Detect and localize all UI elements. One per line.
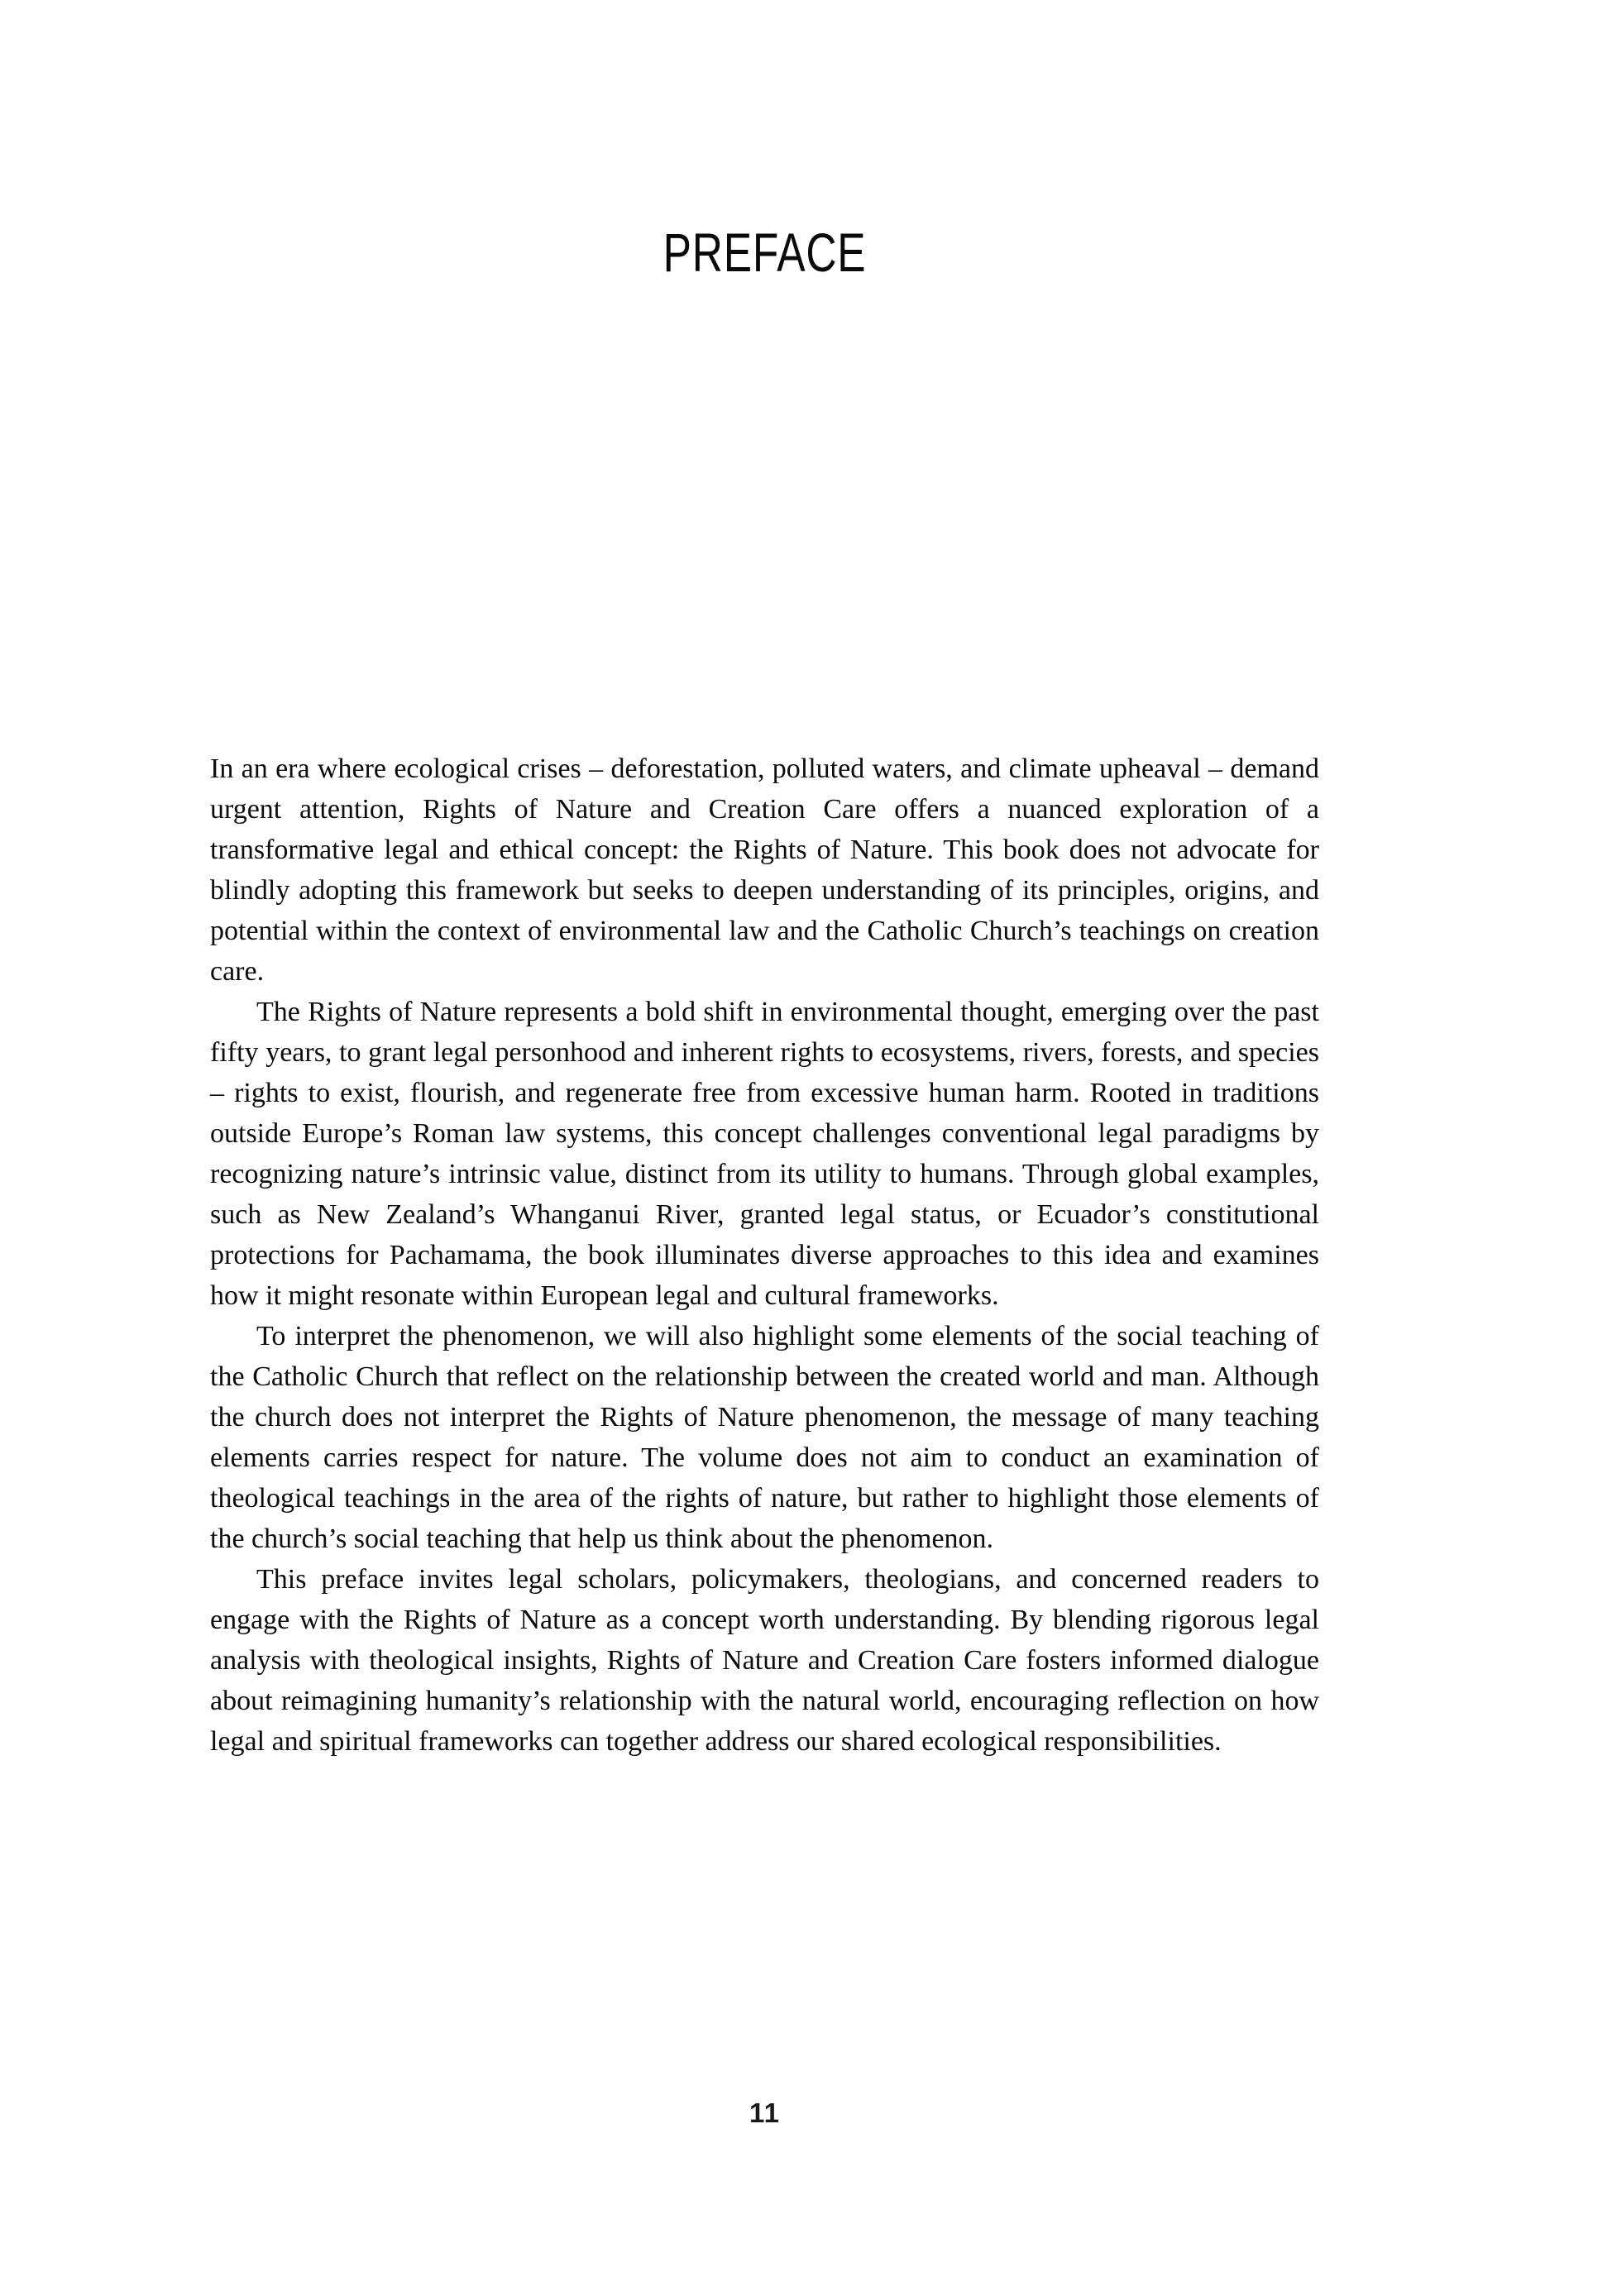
page-title-text: PREFACE bbox=[662, 222, 867, 283]
paragraph-2: The Rights of Nature represents a bold shift in environmental thought, emerging over the past fifty years, to grant legal personhood and inherent rights to ecosystems, rivers, forests, and species – rights to exist, flourish, and regenerate free from excessive human harm. Rooted in traditions outside Europe’s Roman law systems, this concept challenges conventional legal paradigms by recognizing nature’s intrinsic value, distinct from its utility to humans. Through global examples, such as New Zealand’s Whanganui River, granted legal status, or Ecuador’s constitutional protections for Pachamama, the book illuminates diverse approaches to this idea and examines how it might resonate within European legal and cultural frameworks. bbox=[210, 997, 1319, 1311]
paragraph-4: This preface invites legal scholars, policymakers, theologians, and concerned readers to engage with the Rights of Nature as a concept worth understanding. By blending rigorous legal analysis with theological insights, Rights of Nature and Creation Care fosters informed dialogue about reimagining humanity’s relationship with the natural world, encouraging reflection on how legal and spiritual frameworks can together address our shared ecological responsibilities. bbox=[210, 1564, 1319, 1757]
paragraph-3: To interpret the phenomenon, we will also highlight some elements of the social teaching of the Catholic Church that reflect on the relationship between the created world and man. Although the church does not interpret the Rights of Nature phenomenon, the message of many teaching elements carries respect for nature. The volume does not aim to conduct an examination of theological teachings in the area of the rights of nature, but rather to highlight those elements of the church’s social teaching that help us think about the phenomenon. bbox=[210, 1321, 1319, 1554]
page-number: 11 bbox=[749, 2097, 780, 2128]
text-column bbox=[210, 0, 1319, 1762]
paragraph-1: In an era where ecological crises – deforestation, polluted waters, and climate upheaval – demand urgent attention, Rights of Nature and Creation Care offers a nuanced exploration of a transformative legal and ethical concept: the Rights of Nature. This book does not advocate for blindly adopting this framework but seeks to deepen understanding of its principles, origins, and potential within the context of environmental law and the Catholic Church’s teachings on creation care. bbox=[210, 753, 1319, 987]
preface-body bbox=[210, 749, 1319, 1762]
page-title bbox=[210, 0, 1319, 283]
